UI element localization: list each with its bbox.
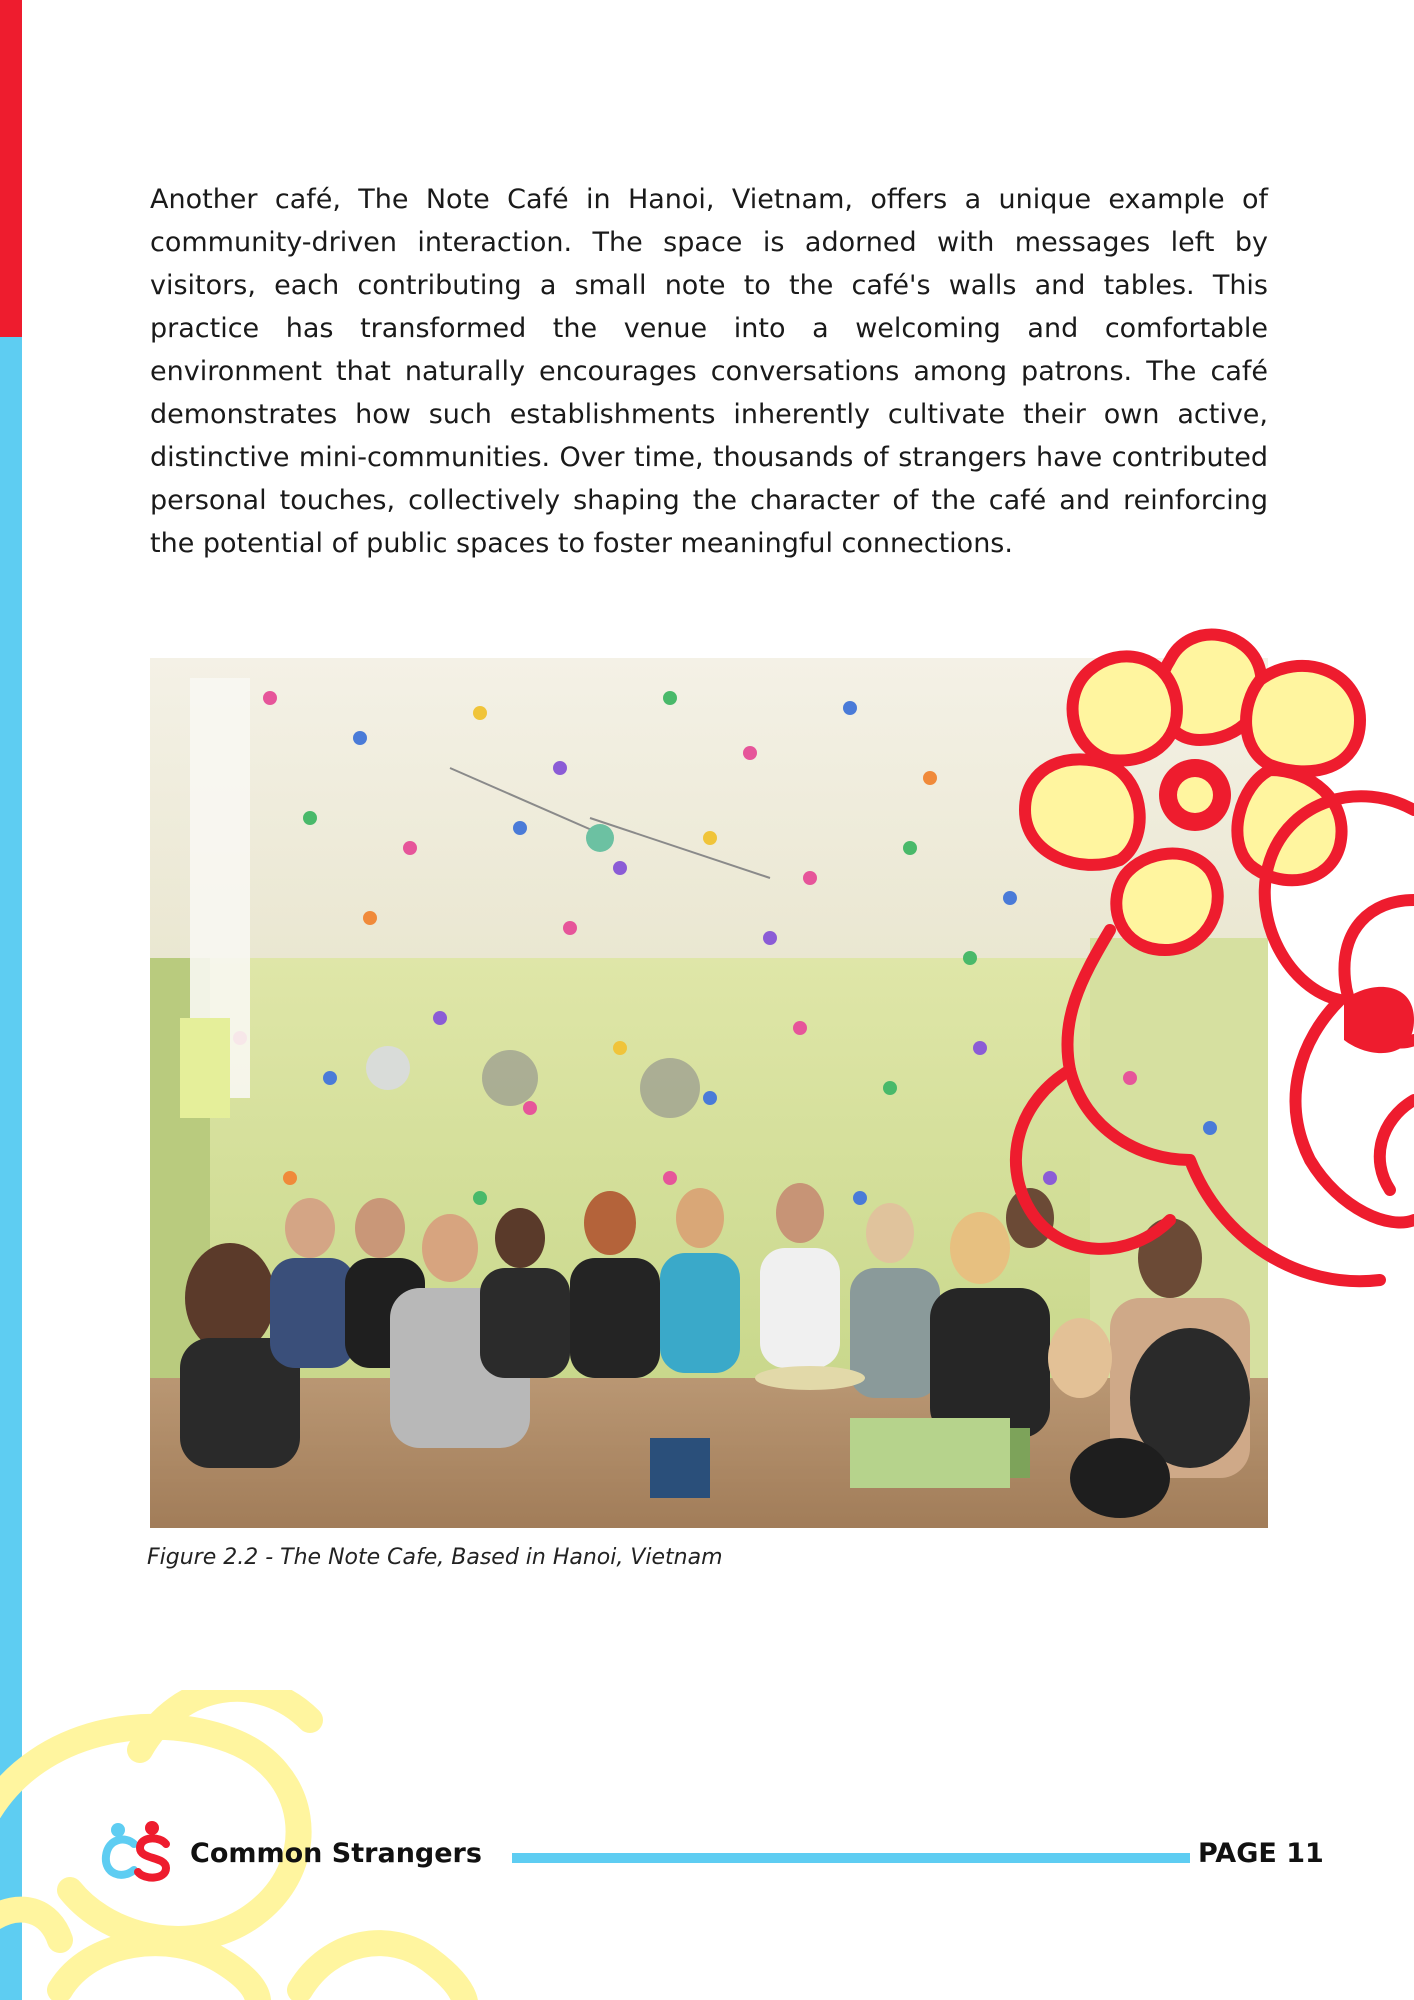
common-strangers-logo	[100, 1818, 182, 1882]
left-red-stripe	[0, 0, 22, 337]
red-flower-illustration	[960, 600, 1414, 1340]
footer-brand-name: Common Strangers	[190, 1838, 482, 1869]
figure-caption: Figure 2.2 - The Note Cafe, Based in Hanoi, Vietnam	[147, 1545, 723, 1570]
page-number: PAGE 11	[1198, 1838, 1324, 1869]
body-paragraph: Another café, The Note Café in Hanoi, Vietnam, offers a unique example of community-driven interaction. The space is adorned with messages left by visitors, each contributing a small note to the café's walls and tables. This practice has transformed the venue into a welcoming and comfortable environment that naturally encourages conversations among patrons. The café demonstrates how such establishments inherently cultivate their own active, distinctive mini-communities. Over time, thousands of strangers have contributed personal touches, collectively shaping the character of the café and reinforcing the potential of public spaces to foster meaningful connections.	[150, 184, 1268, 559]
footer-divider-line	[512, 1853, 1190, 1863]
